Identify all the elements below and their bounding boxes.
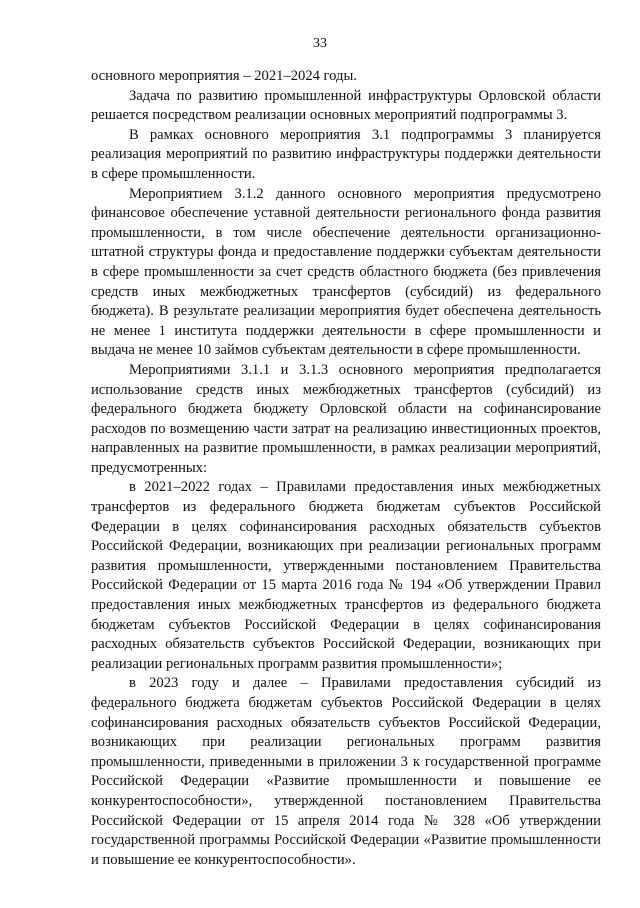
paragraph-task: Задача по развитию промышленной инфраструктуры Орловской области решается посредством реализации основных мероприятий подпрограммы 3. [91,87,601,124]
document-body [91,67,601,870]
paragraph-continuation: основного мероприятия – 2021–2024 годы. [91,68,357,84]
paragraph-rules-2021-2022: в 2021–2022 годах – Правилами предоставления иных межбюджетных трансфертов из федерального бюджета бюджетам субъектов Российской Федерации в целях софинансирования расходных обязательств субъектов Российской Федерации, возникающих при реализации региональных программ развития промышленности, утвержденными постановлением Правительства Российской Федерации от 15 марта 2016 года № 194 «Об утверждении Правил предоставления иных межбюджетных трансфертов из федерального бюджета бюджетам субъектов Российской Федерации в целях софинансирования расходных обязательств субъектов Российской Федерации, возникающих при реализации региональных программ развития промышленности»; [91,479,601,672]
paragraph-activity-3-1-2: Мероприятием 3.1.2 данного основного мероприятия предусмотрено финансовое обеспечение уставной деятельности регионального фонда развития промышленности, в том числе обеспечение деятельности организационно-штатной структуры фонда и предоставление поддержки субъектам деятельности в сфере промышленности за счет средств областного бюджета (без привлечения средств иных межбюджетных трансфертов (субсидий) из федерального бюджета). В результате реализации мероприятия будет обеспечена деятельность не менее 1 института поддержки деятельности в сфере промышленности и выдача не менее 10 займов субъектам деятельности в сфере промышленности. [91,185,601,359]
page-number: 33 [313,36,327,51]
paragraph-main-activity-3-1: В рамках основного мероприятия 3.1 подпрограммы 3 планируется реализация мероприятий по развитию инфраструктуры поддержки деятельности в сфере промышленности. [91,126,601,182]
paragraph-activities-3-1-1-3-1-3: Мероприятиями 3.1.1 и 3.1.3 основного мероприятия предполагается использование средств иных межбюджетных трансфертов (субсидий) из федерального бюджета бюджету Орловской области на софинансирование расходов по возмещению части затрат на реализацию инвестиционных проектов, направленных на развитие промышленности, в рамках реализации мероприятий, предусмотренных: [91,361,601,476]
paragraph-rules-2023: в 2023 году и далее – Правилами предоставления субсидий из федерального бюджета бюджетам субъектов Российской Федерации в целях софинансирования расходных обязательств субъектов Российской Федерации, возникающих при реализации региональных программ развития промышленности, приведенными в приложении 3 к государственной программе Российской Федерации «Развитие промышленности и повышение ее конкурентоспособности», утвержденной постановлением Правительства Российской Федерации от 15 апреля 2014 года № 328 «Об утверждении государственной программы Российской Федерации «Развитие промышленности и повышение ее конкурентоспособности». [91,675,601,868]
